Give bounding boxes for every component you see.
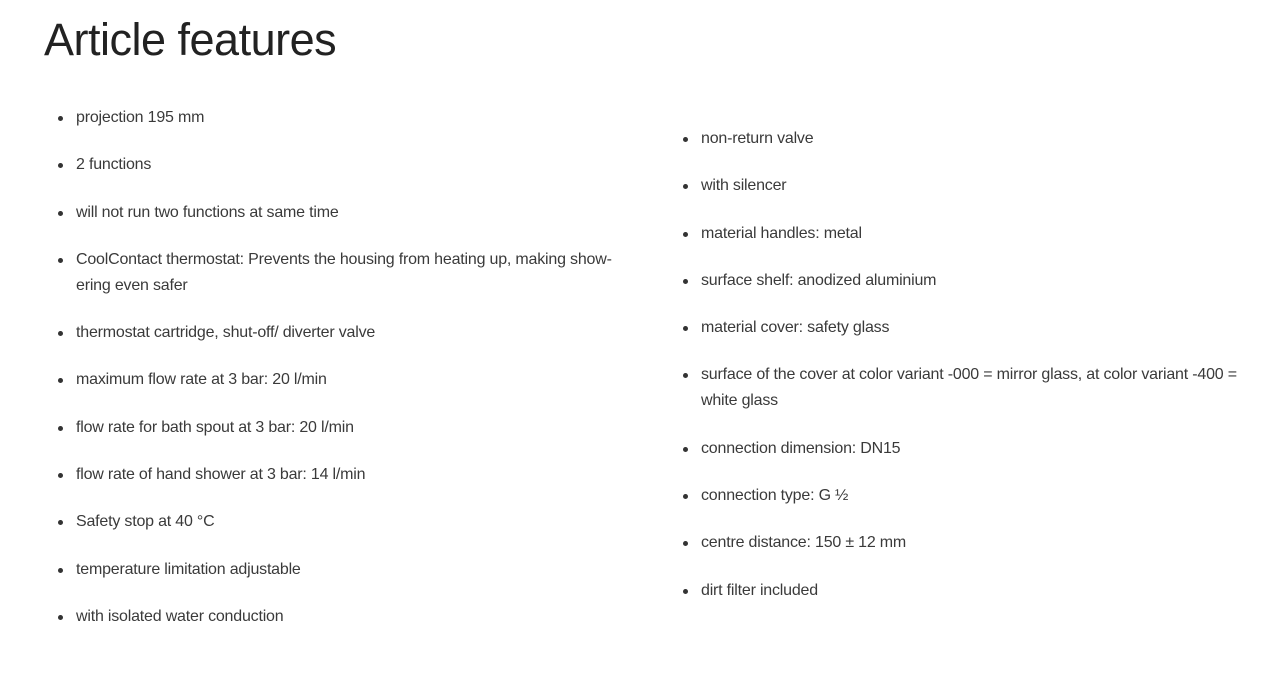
feature-item: projection 195 mm	[58, 105, 618, 131]
feature-item: surface of the cover at color variant -000 = mirror glass, at color variant -400 = white glass	[683, 362, 1253, 414]
feature-item: maximum flow rate at 3 bar: 20 l/min	[58, 367, 618, 393]
feature-item: flow rate for bath spout at 3 bar: 20 l/min	[58, 415, 618, 441]
feature-item: connection dimension: DN15	[683, 436, 1253, 462]
features-list-left	[58, 105, 618, 651]
feature-item: Safety stop at 40 °C	[58, 509, 618, 535]
feature-item: connection type: G ½	[683, 483, 1253, 509]
feature-item: flow rate of hand shower at 3 bar: 14 l/min	[58, 462, 618, 488]
feature-item: will not run two functions at same time	[58, 200, 618, 226]
feature-item: with silencer	[683, 173, 1253, 199]
feature-item: 2 functions	[58, 152, 618, 178]
features-list-right	[683, 126, 1253, 625]
feature-item: centre distance: 150 ± 12 mm	[683, 530, 1253, 556]
feature-item: CoolContact thermostat: Prevents the housing from heating up, making show-ering even safer	[58, 247, 618, 299]
feature-item: thermostat cartridge, shut-off/ diverter valve	[58, 320, 618, 346]
feature-item: dirt filter included	[683, 578, 1253, 604]
feature-item: temperature limitation adjustable	[58, 557, 618, 583]
feature-item: with isolated water conduction	[58, 604, 618, 630]
feature-item: non-return valve	[683, 126, 1253, 152]
feature-item: material cover: safety glass	[683, 315, 1253, 341]
feature-item: material handles: metal	[683, 221, 1253, 247]
feature-item: surface shelf: anodized aluminium	[683, 268, 1253, 294]
page-title: Article features	[44, 14, 337, 65]
